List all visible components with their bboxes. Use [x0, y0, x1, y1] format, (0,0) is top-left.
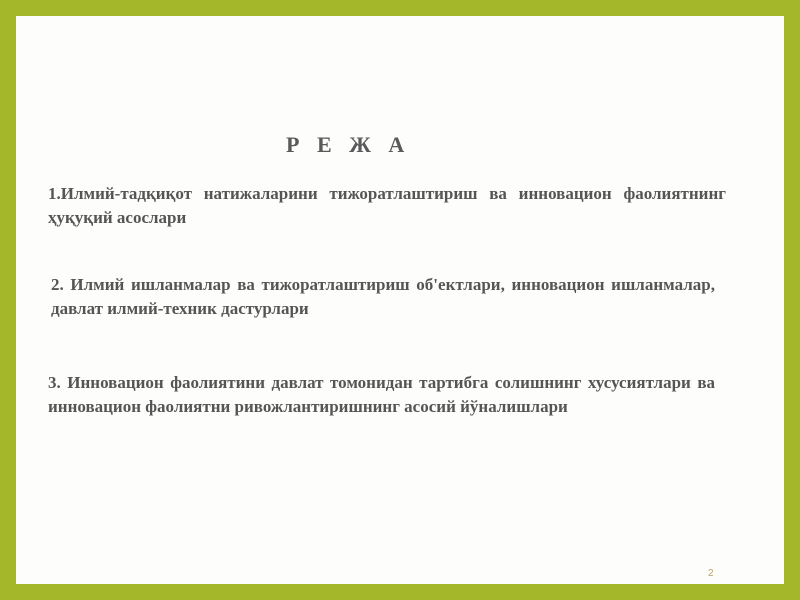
slide-title: Р Е Ж А: [286, 132, 411, 157]
page-number: 2: [708, 568, 714, 579]
slide: [16, 16, 784, 584]
plan-item-1: 1.Илмий-тадқиқот натижаларини тижоратлаштириш ва инновацион фаолиятнинг ҳуқуқий асослари: [48, 184, 726, 227]
plan-item-3: 3. Инновацион фаолиятини давлат томонидан тартибга солишнинг хусусиятлари ва инновацион фаолиятни ривожлантиришнинг асосий йўналишлари: [48, 373, 715, 416]
plan-item-2: 2. Илмий ишланмалар ва тижоратлаштириш об'ектлари, инновацион ишланмалар, давлат илмий-техник дастурлари: [51, 275, 715, 318]
